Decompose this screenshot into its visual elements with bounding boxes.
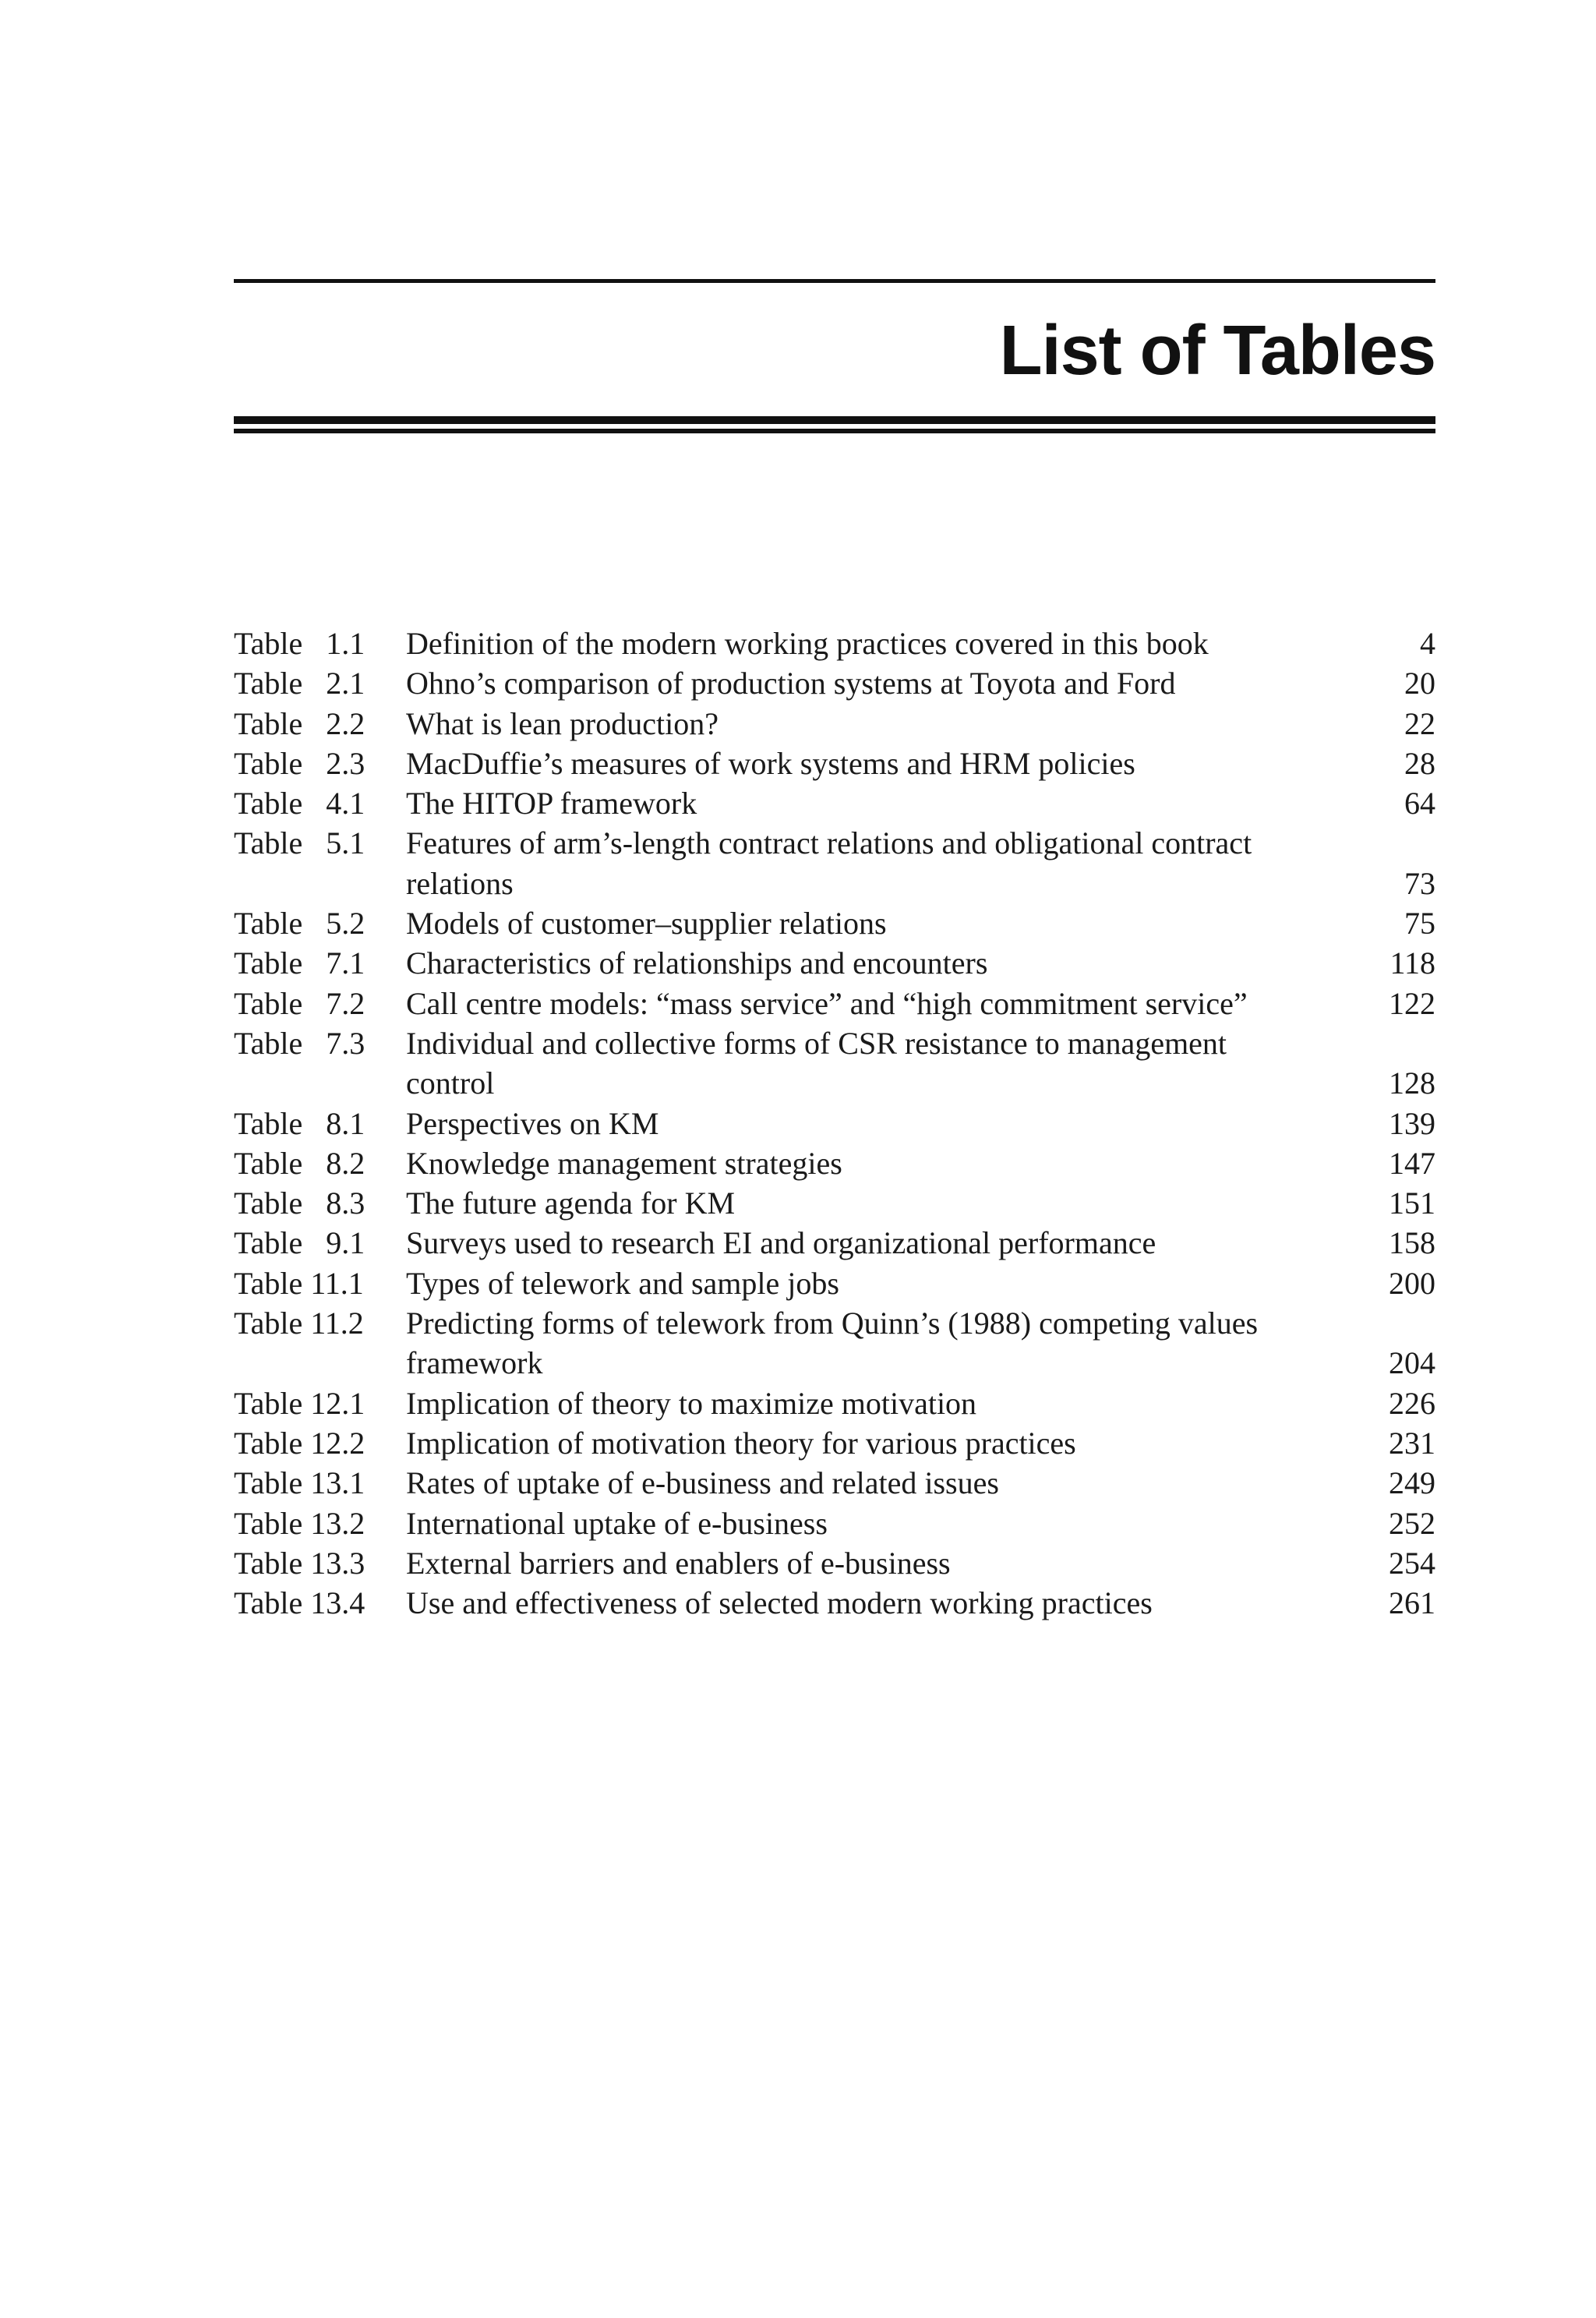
table-title: Surveys used to research EI and organizational performance	[406, 1225, 1156, 1261]
table-entry[interactable]	[234, 1023, 1435, 1104]
page-title: List of Tables	[999, 312, 1435, 390]
rule-thin-line	[234, 429, 1435, 433]
table-title: Implication of theory to maximize motivation	[406, 1385, 977, 1421]
table-title: Models of customer–supplier relations	[406, 906, 887, 942]
table-title: The future agenda for KM	[406, 1186, 736, 1221]
table-entry[interactable]	[234, 1104, 1435, 1143]
table-number: Table 11.1	[234, 1265, 364, 1301]
table-number: Table 7.2	[234, 985, 365, 1021]
table-entry[interactable]	[234, 624, 1435, 663]
table-entry[interactable]	[234, 984, 1435, 1023]
table-title: Implication of motivation theory for various practices	[406, 1425, 1076, 1461]
page-number: 231	[1389, 1425, 1435, 1461]
table-title: Features of arm’s-length contract relations and obligational contract relations	[406, 825, 1252, 901]
table-entry[interactable]	[234, 1263, 1435, 1303]
page-number: 118	[1389, 945, 1435, 981]
page-number: 204	[1389, 1345, 1435, 1381]
header-bottom-rule	[234, 416, 1435, 435]
table-number: Table 13.1	[234, 1465, 365, 1501]
page-number: 22	[1404, 705, 1435, 741]
table-entry[interactable]	[234, 663, 1435, 703]
table-entry[interactable]	[234, 1183, 1435, 1223]
page-number: 200	[1389, 1265, 1435, 1301]
rule-thick-line	[234, 416, 1435, 424]
table-number: Table 13.3	[234, 1545, 365, 1581]
table-entry[interactable]	[234, 1504, 1435, 1543]
table-number: Table 5.2	[234, 906, 365, 942]
table-title: Knowledge management strategies	[406, 1145, 842, 1181]
page-number: 252	[1389, 1505, 1435, 1541]
page-number: 122	[1389, 985, 1435, 1021]
table-list	[234, 624, 1435, 1623]
table-number: Table 4.1	[234, 786, 365, 822]
table-title: Perspectives on KM	[406, 1105, 659, 1141]
table-entry[interactable]	[234, 1303, 1435, 1383]
table-number: Table 11.2	[234, 1306, 364, 1341]
page-number: 4	[1420, 626, 1435, 661]
table-title: Definition of the modern working practices covered in this book	[406, 626, 1209, 661]
header-top-rule	[234, 279, 1435, 283]
table-number: Table 13.2	[234, 1505, 365, 1541]
table-number: Table 5.1	[234, 825, 365, 861]
page-number: 20	[1404, 666, 1435, 701]
table-entry[interactable]	[234, 943, 1435, 983]
table-entry[interactable]	[234, 1583, 1435, 1623]
table-number: Table 2.1	[234, 666, 365, 701]
page-number: 64	[1404, 786, 1435, 822]
table-title: What is lean production?	[406, 705, 719, 741]
table-number: Table 9.1	[234, 1225, 365, 1261]
page-number: 249	[1389, 1465, 1435, 1501]
table-entry[interactable]	[234, 1543, 1435, 1583]
table-title: International uptake of e-business	[406, 1505, 828, 1541]
table-number: Table 1.1	[234, 626, 365, 661]
table-number: Table 8.3	[234, 1186, 365, 1221]
table-title: Individual and collective forms of CSR resistance to management control	[406, 1025, 1227, 1101]
table-number: Table 13.4	[234, 1585, 365, 1621]
table-entry[interactable]	[234, 1463, 1435, 1503]
table-title: External barriers and enablers of e-business	[406, 1545, 951, 1581]
table-number: Table 2.3	[234, 745, 365, 781]
table-number: Table 7.1	[234, 945, 365, 981]
table-title: Predicting forms of telework from Quinn’s (1988) competing values framework	[406, 1306, 1259, 1381]
page-number: 139	[1389, 1105, 1435, 1141]
page-number: 147	[1389, 1145, 1435, 1181]
page-number: 158	[1389, 1225, 1435, 1261]
table-entry[interactable]	[234, 1143, 1435, 1183]
page-number: 151	[1389, 1186, 1435, 1221]
table-title: Call centre models: “mass service” and “high commitment service”	[406, 985, 1248, 1021]
table-number: Table 8.2	[234, 1145, 365, 1181]
page-number: 128	[1389, 1065, 1435, 1101]
table-number: Table 7.3	[234, 1025, 365, 1061]
table-entry[interactable]	[234, 1383, 1435, 1423]
table-title: Characteristics of relationships and encounters	[406, 945, 988, 981]
table-number: Table 12.2	[234, 1425, 365, 1461]
page-number: 28	[1404, 745, 1435, 781]
table-entry[interactable]	[234, 744, 1435, 783]
table-title: The HITOP framework	[406, 786, 697, 822]
table-title: Use and effectiveness of selected modern working practices	[406, 1585, 1153, 1621]
table-number: Table 8.1	[234, 1105, 365, 1141]
table-number: Table 2.2	[234, 705, 365, 741]
table-number: Table 12.1	[234, 1385, 365, 1421]
table-entry[interactable]	[234, 1423, 1435, 1463]
page-number: 75	[1404, 906, 1435, 942]
table-title: Ohno’s comparison of production systems at Toyota and Ford	[406, 666, 1176, 701]
table-entry[interactable]	[234, 1223, 1435, 1263]
table-entry[interactable]	[234, 704, 1435, 744]
table-title: Rates of uptake of e-business and related issues	[406, 1465, 999, 1501]
page-number: 73	[1404, 865, 1435, 901]
table-entry[interactable]	[234, 903, 1435, 943]
table-title: Types of telework and sample jobs	[406, 1265, 839, 1301]
table-entry[interactable]	[234, 783, 1435, 823]
page-number: 254	[1389, 1545, 1435, 1581]
table-title: MacDuffie’s measures of work systems and HRM policies	[406, 745, 1135, 781]
page-number: 261	[1389, 1585, 1435, 1621]
table-entry[interactable]	[234, 823, 1435, 903]
page-number: 226	[1389, 1385, 1435, 1421]
